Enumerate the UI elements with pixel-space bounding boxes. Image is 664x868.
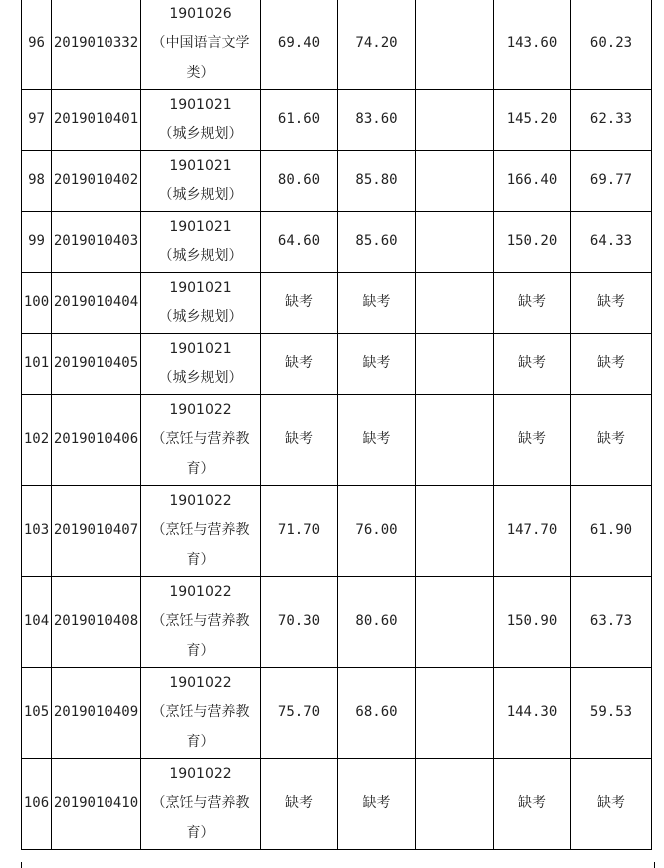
cell-written-score: 80.60 xyxy=(261,151,338,212)
cell-final-score: 缺考 xyxy=(571,759,652,850)
cell-subject xyxy=(141,577,261,668)
cell-interview-score: 76.00 xyxy=(338,486,416,577)
cell-subject xyxy=(141,273,261,334)
cell-seq: 105 xyxy=(22,668,52,759)
cell-final-score: 64.33 xyxy=(571,212,652,273)
cell-total-score: 150.90 xyxy=(494,577,571,668)
subject-code: 1901022 xyxy=(169,401,232,418)
table-row xyxy=(22,151,652,212)
cell-seq: 106 xyxy=(22,759,52,850)
cell-interview-score: 68.60 xyxy=(338,668,416,759)
cell-final-score: 69.77 xyxy=(571,151,652,212)
cell-extra xyxy=(416,577,494,668)
cell-total-score: 缺考 xyxy=(494,273,571,334)
cell-final-score: 59.53 xyxy=(571,668,652,759)
cell-final-score: 60.23 xyxy=(571,0,652,90)
cell-extra xyxy=(416,212,494,273)
subject-code: 1901022 xyxy=(169,674,232,691)
table-row xyxy=(22,668,652,759)
subject-code: 1901022 xyxy=(169,492,232,509)
cell-seq: 96 xyxy=(22,0,52,90)
cell-extra xyxy=(416,395,494,486)
cell-interview-score: 85.60 xyxy=(338,212,416,273)
cell-subject xyxy=(141,759,261,850)
cell-seq: 102 xyxy=(22,395,52,486)
subject-code: 1901021 xyxy=(169,279,232,296)
subject-name: （烹饪与营养教育） xyxy=(151,613,250,659)
cell-ticket: 2019010406 xyxy=(52,395,141,486)
cell-written-score: 61.60 xyxy=(261,90,338,151)
cell-interview-score: 缺考 xyxy=(338,273,416,334)
cell-final-score: 缺考 xyxy=(571,334,652,395)
cell-subject xyxy=(141,334,261,395)
subject-code: 1901021 xyxy=(169,340,232,357)
cell-final-score: 62.33 xyxy=(571,90,652,151)
table-continuation xyxy=(21,862,655,868)
subject-code: 1901022 xyxy=(169,583,232,600)
cell-subject xyxy=(141,0,261,90)
score-table-body xyxy=(22,0,652,850)
cell-ticket: 2019010407 xyxy=(52,486,141,577)
cell-final-score: 63.73 xyxy=(571,577,652,668)
cell-interview-score: 80.60 xyxy=(338,577,416,668)
cell-written-score: 75.70 xyxy=(261,668,338,759)
table-row xyxy=(22,212,652,273)
cell-subject xyxy=(141,668,261,759)
cell-seq: 98 xyxy=(22,151,52,212)
cell-ticket: 2019010403 xyxy=(52,212,141,273)
cell-interview-score: 缺考 xyxy=(338,334,416,395)
cell-ticket: 2019010410 xyxy=(52,759,141,850)
subject-code: 1901021 xyxy=(169,157,232,174)
cell-written-score: 缺考 xyxy=(261,334,338,395)
cell-ticket: 2019010405 xyxy=(52,334,141,395)
cell-extra xyxy=(416,273,494,334)
subject-code: 1901022 xyxy=(169,765,232,782)
cell-extra xyxy=(416,759,494,850)
cell-extra xyxy=(416,0,494,90)
cell-total-score: 150.20 xyxy=(494,212,571,273)
subject-name: （烹饪与营养教育） xyxy=(151,795,250,841)
cell-final-score: 缺考 xyxy=(571,273,652,334)
subject-name: （城乡规划） xyxy=(158,309,243,325)
table-row xyxy=(22,90,652,151)
cell-total-score: 缺考 xyxy=(494,395,571,486)
cell-subject xyxy=(141,486,261,577)
subject-name: （城乡规划） xyxy=(158,248,243,264)
cell-seq: 104 xyxy=(22,577,52,668)
cell-written-score: 69.40 xyxy=(261,0,338,90)
cell-total-score: 145.20 xyxy=(494,90,571,151)
cell-written-score: 缺考 xyxy=(261,395,338,486)
cell-subject xyxy=(141,212,261,273)
cell-subject xyxy=(141,90,261,151)
table-row xyxy=(22,334,652,395)
cell-extra xyxy=(416,668,494,759)
subject-name: （城乡规划） xyxy=(158,126,243,142)
cell-written-score: 71.70 xyxy=(261,486,338,577)
cell-written-score: 64.60 xyxy=(261,212,338,273)
cell-total-score: 147.70 xyxy=(494,486,571,577)
cell-final-score: 61.90 xyxy=(571,486,652,577)
cell-subject xyxy=(141,151,261,212)
cell-extra xyxy=(416,334,494,395)
cell-interview-score: 83.60 xyxy=(338,90,416,151)
table-row xyxy=(22,273,652,334)
table-row xyxy=(22,395,652,486)
subject-code: 1901026 xyxy=(169,5,232,22)
cell-ticket: 2019010401 xyxy=(52,90,141,151)
table-row xyxy=(22,577,652,668)
score-table xyxy=(21,0,652,850)
subject-name: （烹饪与营养教育） xyxy=(151,704,250,750)
table-row xyxy=(22,0,652,90)
cell-extra xyxy=(416,90,494,151)
cell-ticket: 2019010332 xyxy=(52,0,141,90)
subject-name: （中国语言文学类） xyxy=(151,35,250,81)
cell-total-score: 144.30 xyxy=(494,668,571,759)
cell-seq: 97 xyxy=(22,90,52,151)
cell-subject xyxy=(141,395,261,486)
cell-seq: 101 xyxy=(22,334,52,395)
subject-name: （城乡规划） xyxy=(158,187,243,203)
cell-seq: 99 xyxy=(22,212,52,273)
cell-ticket: 2019010409 xyxy=(52,668,141,759)
cell-interview-score: 缺考 xyxy=(338,395,416,486)
cell-interview-score: 74.20 xyxy=(338,0,416,90)
table-row xyxy=(22,486,652,577)
cell-written-score: 70.30 xyxy=(261,577,338,668)
cell-total-score: 缺考 xyxy=(494,759,571,850)
subject-code: 1901021 xyxy=(169,96,232,113)
cell-total-score: 166.40 xyxy=(494,151,571,212)
cell-total-score: 缺考 xyxy=(494,334,571,395)
cell-ticket: 2019010402 xyxy=(52,151,141,212)
cell-interview-score: 缺考 xyxy=(338,759,416,850)
cell-final-score: 缺考 xyxy=(571,395,652,486)
cell-ticket: 2019010408 xyxy=(52,577,141,668)
cell-seq: 100 xyxy=(22,273,52,334)
cell-interview-score: 85.80 xyxy=(338,151,416,212)
cell-extra xyxy=(416,486,494,577)
cell-ticket: 2019010404 xyxy=(52,273,141,334)
cell-written-score: 缺考 xyxy=(261,273,338,334)
cell-extra xyxy=(416,151,494,212)
subject-name: （烹饪与营养教育） xyxy=(151,431,250,477)
cell-seq: 103 xyxy=(22,486,52,577)
subject-code: 1901021 xyxy=(169,218,232,235)
table-row xyxy=(22,759,652,850)
subject-name: （城乡规划） xyxy=(158,370,243,386)
cell-written-score: 缺考 xyxy=(261,759,338,850)
subject-name: （烹饪与营养教育） xyxy=(151,522,250,568)
score-table-container xyxy=(21,0,652,850)
cell-total-score: 143.60 xyxy=(494,0,571,90)
